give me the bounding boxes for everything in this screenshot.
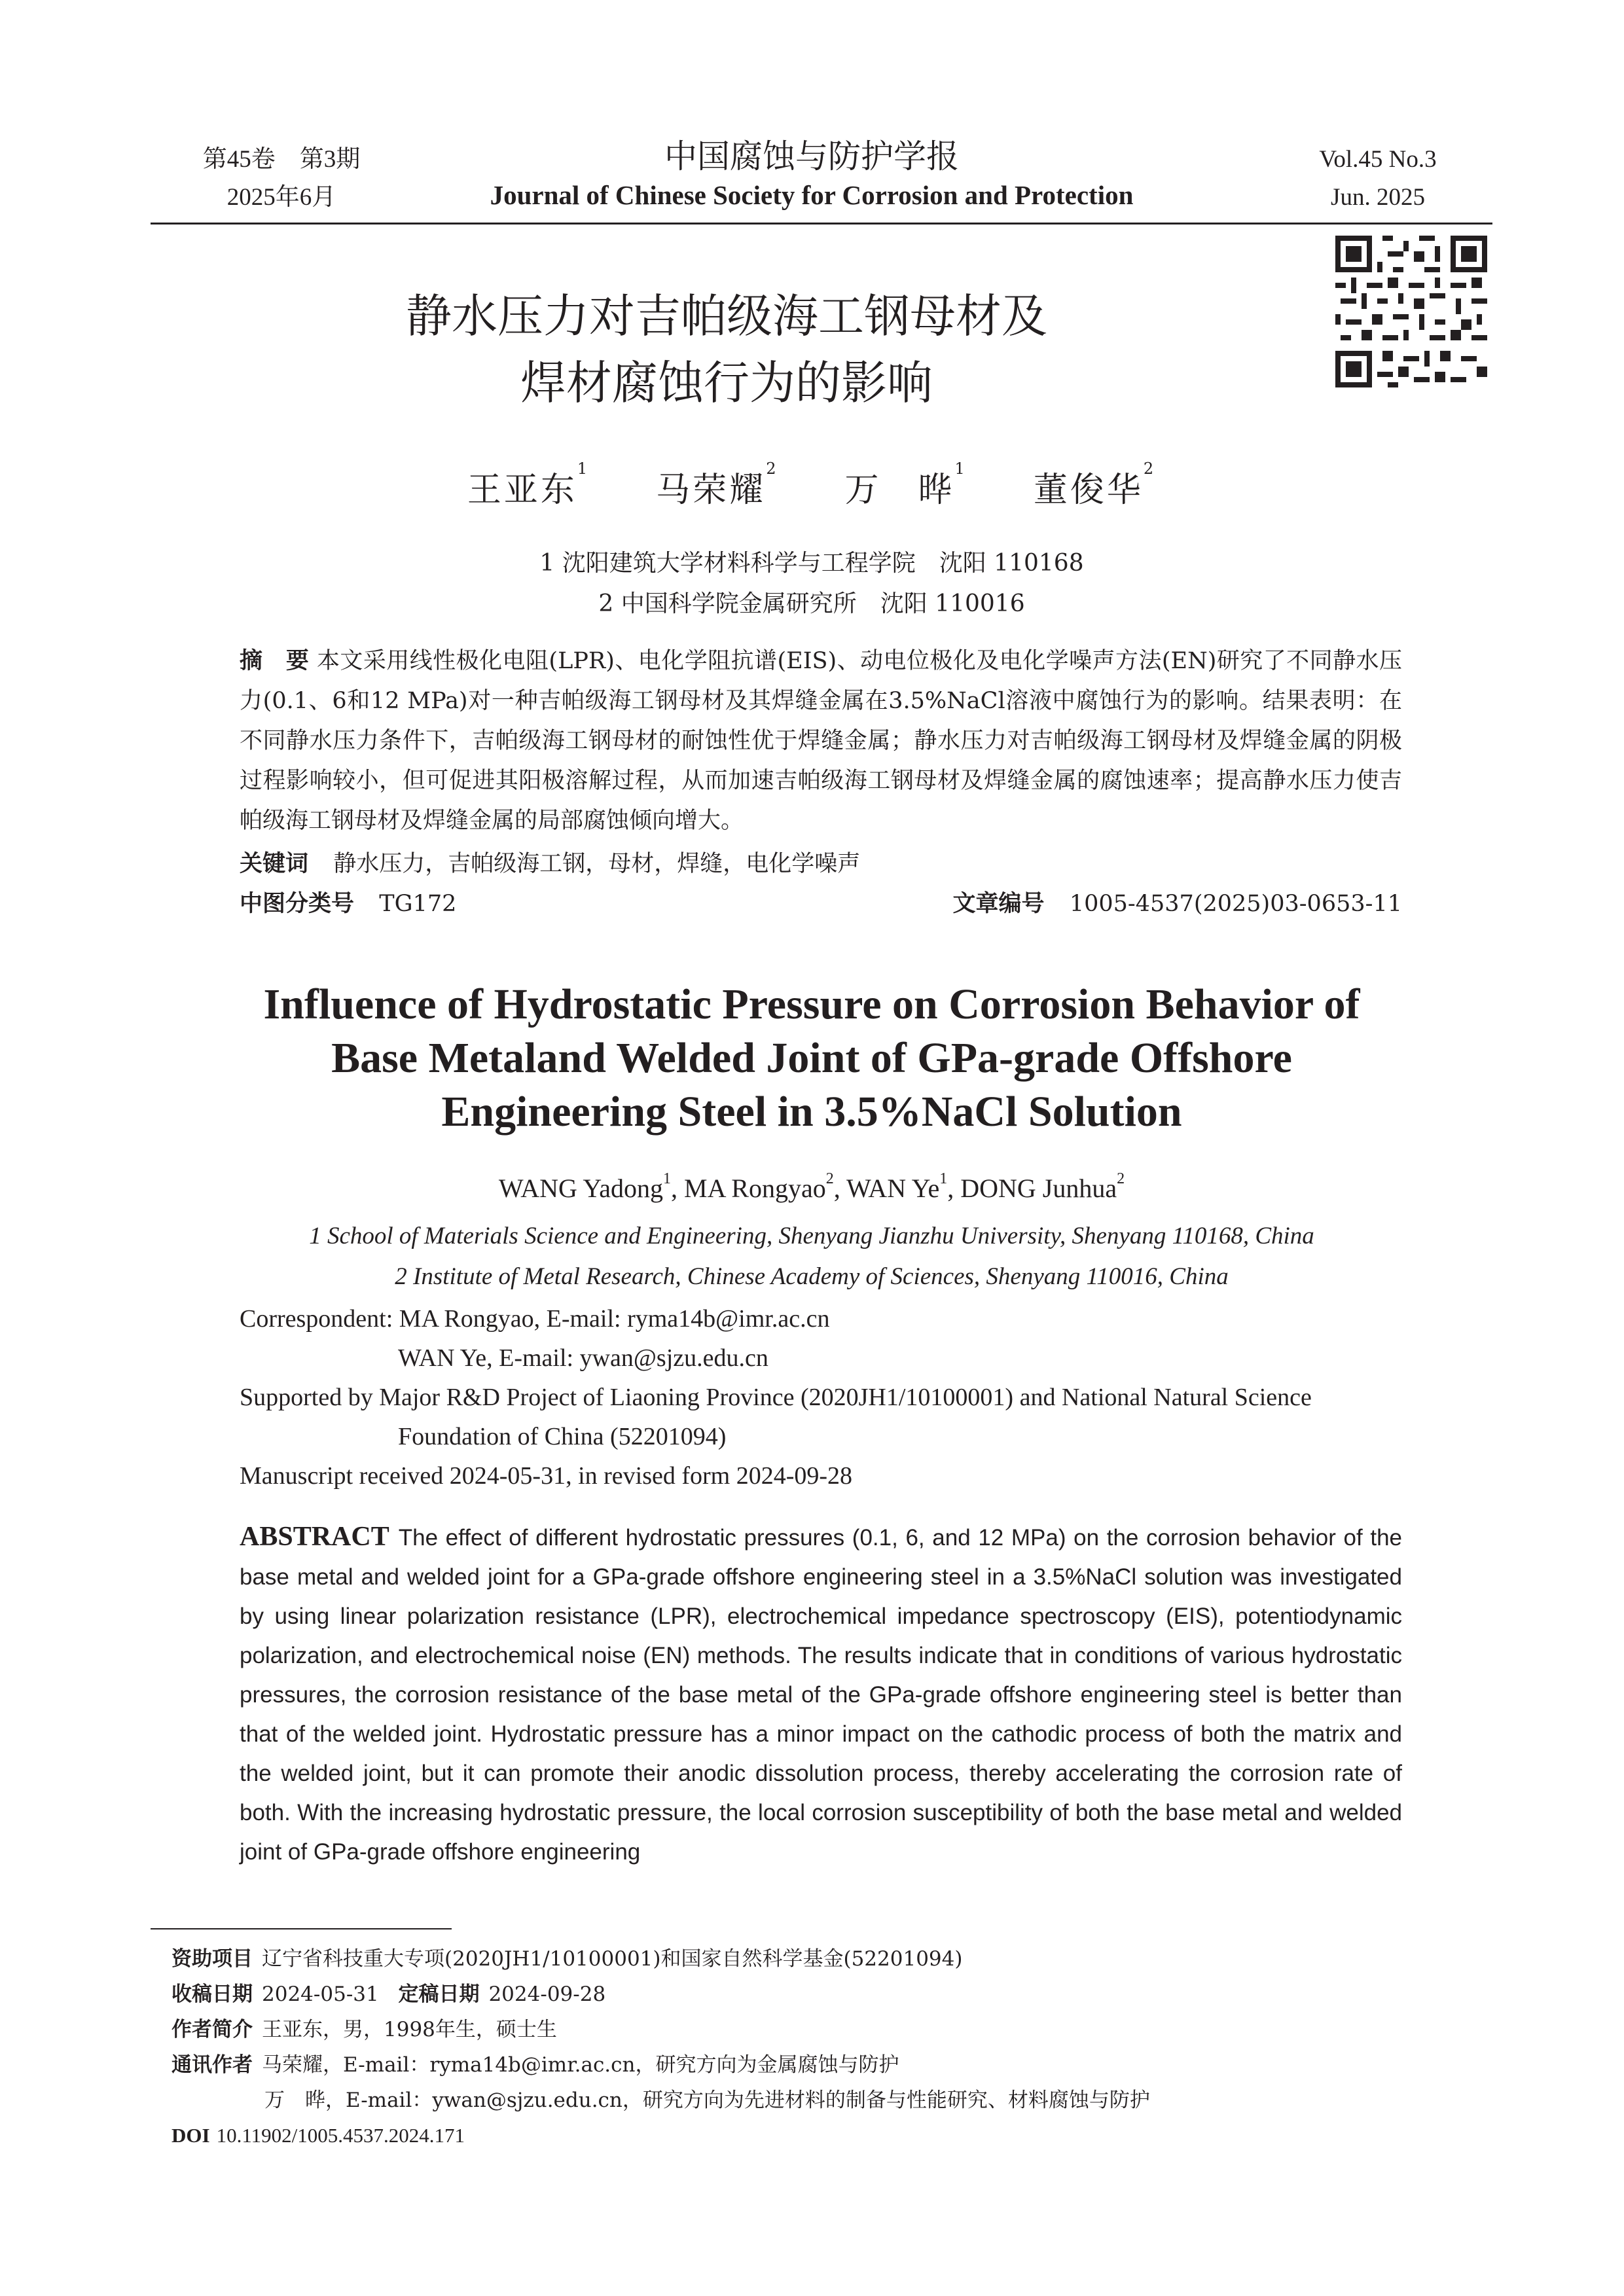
author-sup: 2 — [1143, 459, 1157, 478]
funding-text: 辽宁省科技重大专项(2020JH1/10100001)和国家自然科学基金(52201094) — [262, 1947, 963, 1971]
author-en: WAN Ye — [846, 1174, 940, 1203]
funding-label: 资助项目 — [171, 1947, 253, 1971]
qr-code-icon — [1335, 236, 1487, 387]
date-en: Jun. 2025 — [1331, 184, 1425, 211]
abstract-cn-label: 摘 要 — [240, 648, 310, 674]
author-sup: 2 — [1117, 1170, 1125, 1187]
author-en: DONG Junhua — [960, 1174, 1117, 1203]
author-en: MA Rongyao — [684, 1174, 826, 1203]
footnote-dates — [171, 1977, 1415, 2012]
journal-name-en: Journal of Chinese Society for Corrosion and Protection — [490, 180, 1134, 210]
affiliation-cn: 1 沈阳建筑大学材料科学与工程学院 沈阳 110168 — [539, 550, 1084, 577]
author-bio: 王亚东，男，1998年生，硕士生 — [262, 2018, 557, 2041]
title-en-line2: Base Metaland Welded Joint of GPa-grade Offshore — [331, 1034, 1292, 1082]
abstract-cn — [240, 641, 1402, 841]
volume-issue-cn: 第45卷 第3期 — [202, 146, 361, 173]
author-sup: 1 — [954, 459, 967, 478]
author-bio-label: 作者简介 — [171, 2018, 253, 2041]
author-cn: 马荣耀 — [656, 471, 767, 510]
abstract-en-label: ABSTRACT — [240, 1522, 389, 1552]
authors-cn — [196, 459, 1427, 511]
doi-value: 10.11902/1005.4537.2024.171 — [216, 2124, 465, 2147]
header-rule — [151, 223, 1492, 224]
classification-row — [240, 884, 1402, 924]
article-number-label: 文章编号 — [952, 891, 1045, 917]
title-cn-line1: 静水压力对吉帕级海工钢母材及 — [406, 289, 1047, 343]
keywords-label: 关键词 — [240, 851, 309, 877]
affiliations-en — [196, 1216, 1427, 1297]
abstract-cn-text: 本文采用线性极化电阻(LPR)、电化学阻抗谱(EIS)、动电位极化及电化学噪声方法(EN)研究了不同静水压力(0.1、6和12 MPa)对一种吉帕级海工钢母材及其焊缝金属在3.5%NaCl溶液中腐蚀行为的影响。结果表明：在不同静水压力条件下，吉帕级海工钢母材的耐蚀性优于焊缝金属；静水压力对吉帕级海工钢母材及焊缝金属的阴极过程影响较小，但可促进其阳极溶解过程，从而加速吉帕级海工钢母材及焊缝金属的腐蚀速率；提高静水压力使吉帕级海工钢母材及焊缝金属的局部腐蚀倾向增大。 — [240, 648, 1402, 834]
footnote-correspondent — [171, 2047, 1415, 2118]
correspondent — [240, 1299, 1402, 1378]
author-cn: 万 晔 — [844, 471, 955, 510]
header-left — [177, 145, 386, 212]
final-label: 定稿日期 — [398, 1982, 480, 2006]
affiliation-en: 2 Institute of Metal Research, Chinese Academy of Sciences, Shenyang 110016, China — [395, 1263, 1229, 1290]
author-cn: 王亚东 — [467, 471, 577, 510]
corr-line2: 万 晔，E-mail：ywan@sjzu.edu.cn，研究方向为先进材料的制备与性能研究、材料腐蚀与防护 — [264, 2089, 1150, 2112]
clc-label: 中图分类号 — [240, 891, 355, 917]
title-cn-line2: 焊材腐蚀行为的影响 — [520, 356, 933, 410]
header-right — [1257, 145, 1499, 212]
affiliation-en: 1 School of Materials Science and Engineering, Shenyang Jianzhu University, Shenyang 110168, China — [309, 1223, 1314, 1249]
title-en-line1: Influence of Hydrostatic Pressure on Corrosion Behavior of — [263, 980, 1360, 1028]
corr-line1: 马荣耀，E-mail：ryma14b@imr.ac.cn，研究方向为金属腐蚀与防护 — [262, 2053, 899, 2077]
abstract-en — [240, 1517, 1402, 1872]
keywords-cn — [240, 844, 1402, 884]
doi-label: DOI — [171, 2124, 210, 2147]
journal-name-cn: 中国腐蚀与防护学报 — [664, 137, 959, 175]
footnote-author — [171, 2012, 1415, 2047]
final-date: 2024-09-28 — [488, 1982, 606, 2006]
received-label: 收稿日期 — [171, 1982, 253, 2006]
footnote-funding — [171, 1941, 1415, 1977]
article-number-value: 1005-4537(2025)03-0653-11 — [1069, 891, 1402, 917]
affiliations-cn — [196, 543, 1427, 624]
author-sup: 1 — [577, 459, 590, 478]
title-en-line3: Engineering Steel in 3.5%NaCl Solution — [441, 1088, 1182, 1136]
author-sup: 1 — [939, 1170, 948, 1187]
title-cn — [196, 283, 1257, 416]
footnote-rule — [151, 1928, 452, 1929]
author-sup: 1 — [663, 1170, 672, 1187]
author-cn: 董俊华 — [1033, 471, 1144, 510]
author-sup: 2 — [825, 1170, 834, 1187]
date-cn: 2025年6月 — [226, 184, 336, 211]
title-en — [196, 978, 1427, 1139]
affiliation-cn: 2 中国科学院金属研究所 沈阳 110016 — [598, 590, 1025, 617]
header-center — [367, 136, 1257, 213]
received-date: 2024-05-31 — [262, 1982, 379, 2006]
abstract-en-text: The effect of different hydrostatic pressures (0.1, 6, and 12 MPa) on the corrosion behavior of the base metal and welded joint for a GPa-grade offshore engineering steel in a 3.5%NaCl solution was investigated by using linear polarization resistance (LPR), electrochemical impedance spectroscopy (EIS), potentiodynamic polarization, and electrochemical noise (EN) methods. The results indicate that in conditions of various hydrostatic pressures, the corrosion resistance of the base metal of the GPa-grade offshore engineering steel is better than that of the welded joint. Hydrostatic pressure has a minor impact on the cathodic process of both the matrix and the welded joint, but it can promote their anodic dissolution process, thereby accelerating the corrosion rate of both. With the increasing hydrostatic pressure, the local corrosion susceptibility of both the base metal and welded joint of GPa-grade offshore engineering — [240, 1525, 1402, 1865]
correspondent-line1: Correspondent: MA Rongyao, E-mail: ryma14b@imr.ac.cn — [240, 1305, 830, 1333]
keywords-text: 静水压力，吉帕级海工钢，母材，焊缝，电化学噪声 — [333, 851, 861, 877]
supported-by: Supported by Major R&D Project of Liaoning Province (2020JH1/10100001) and National Natural Science Foundation of China (52201094) — [240, 1384, 1312, 1450]
clc-value: TG172 — [379, 891, 457, 917]
correspondent-line2: WAN Ye, E-mail: ywan@sjzu.edu.cn — [398, 1344, 768, 1372]
author-en: WANG Yadong — [498, 1174, 664, 1203]
corr-label: 通讯作者 — [171, 2053, 253, 2077]
author-sup: 2 — [766, 459, 779, 478]
footnote-doi — [171, 2118, 1415, 2153]
authors-en: WANG Yadong$^1$, MA Rongyao$^2$, WAN Ye$^1$, DONG Junhua$^2$ — [498, 1170, 1125, 1203]
manuscript-dates: Manuscript received 2024-05-31, in revised form 2024-09-28 — [240, 1462, 853, 1490]
volume-issue-en: Vol.45 No.3 — [1319, 146, 1437, 173]
